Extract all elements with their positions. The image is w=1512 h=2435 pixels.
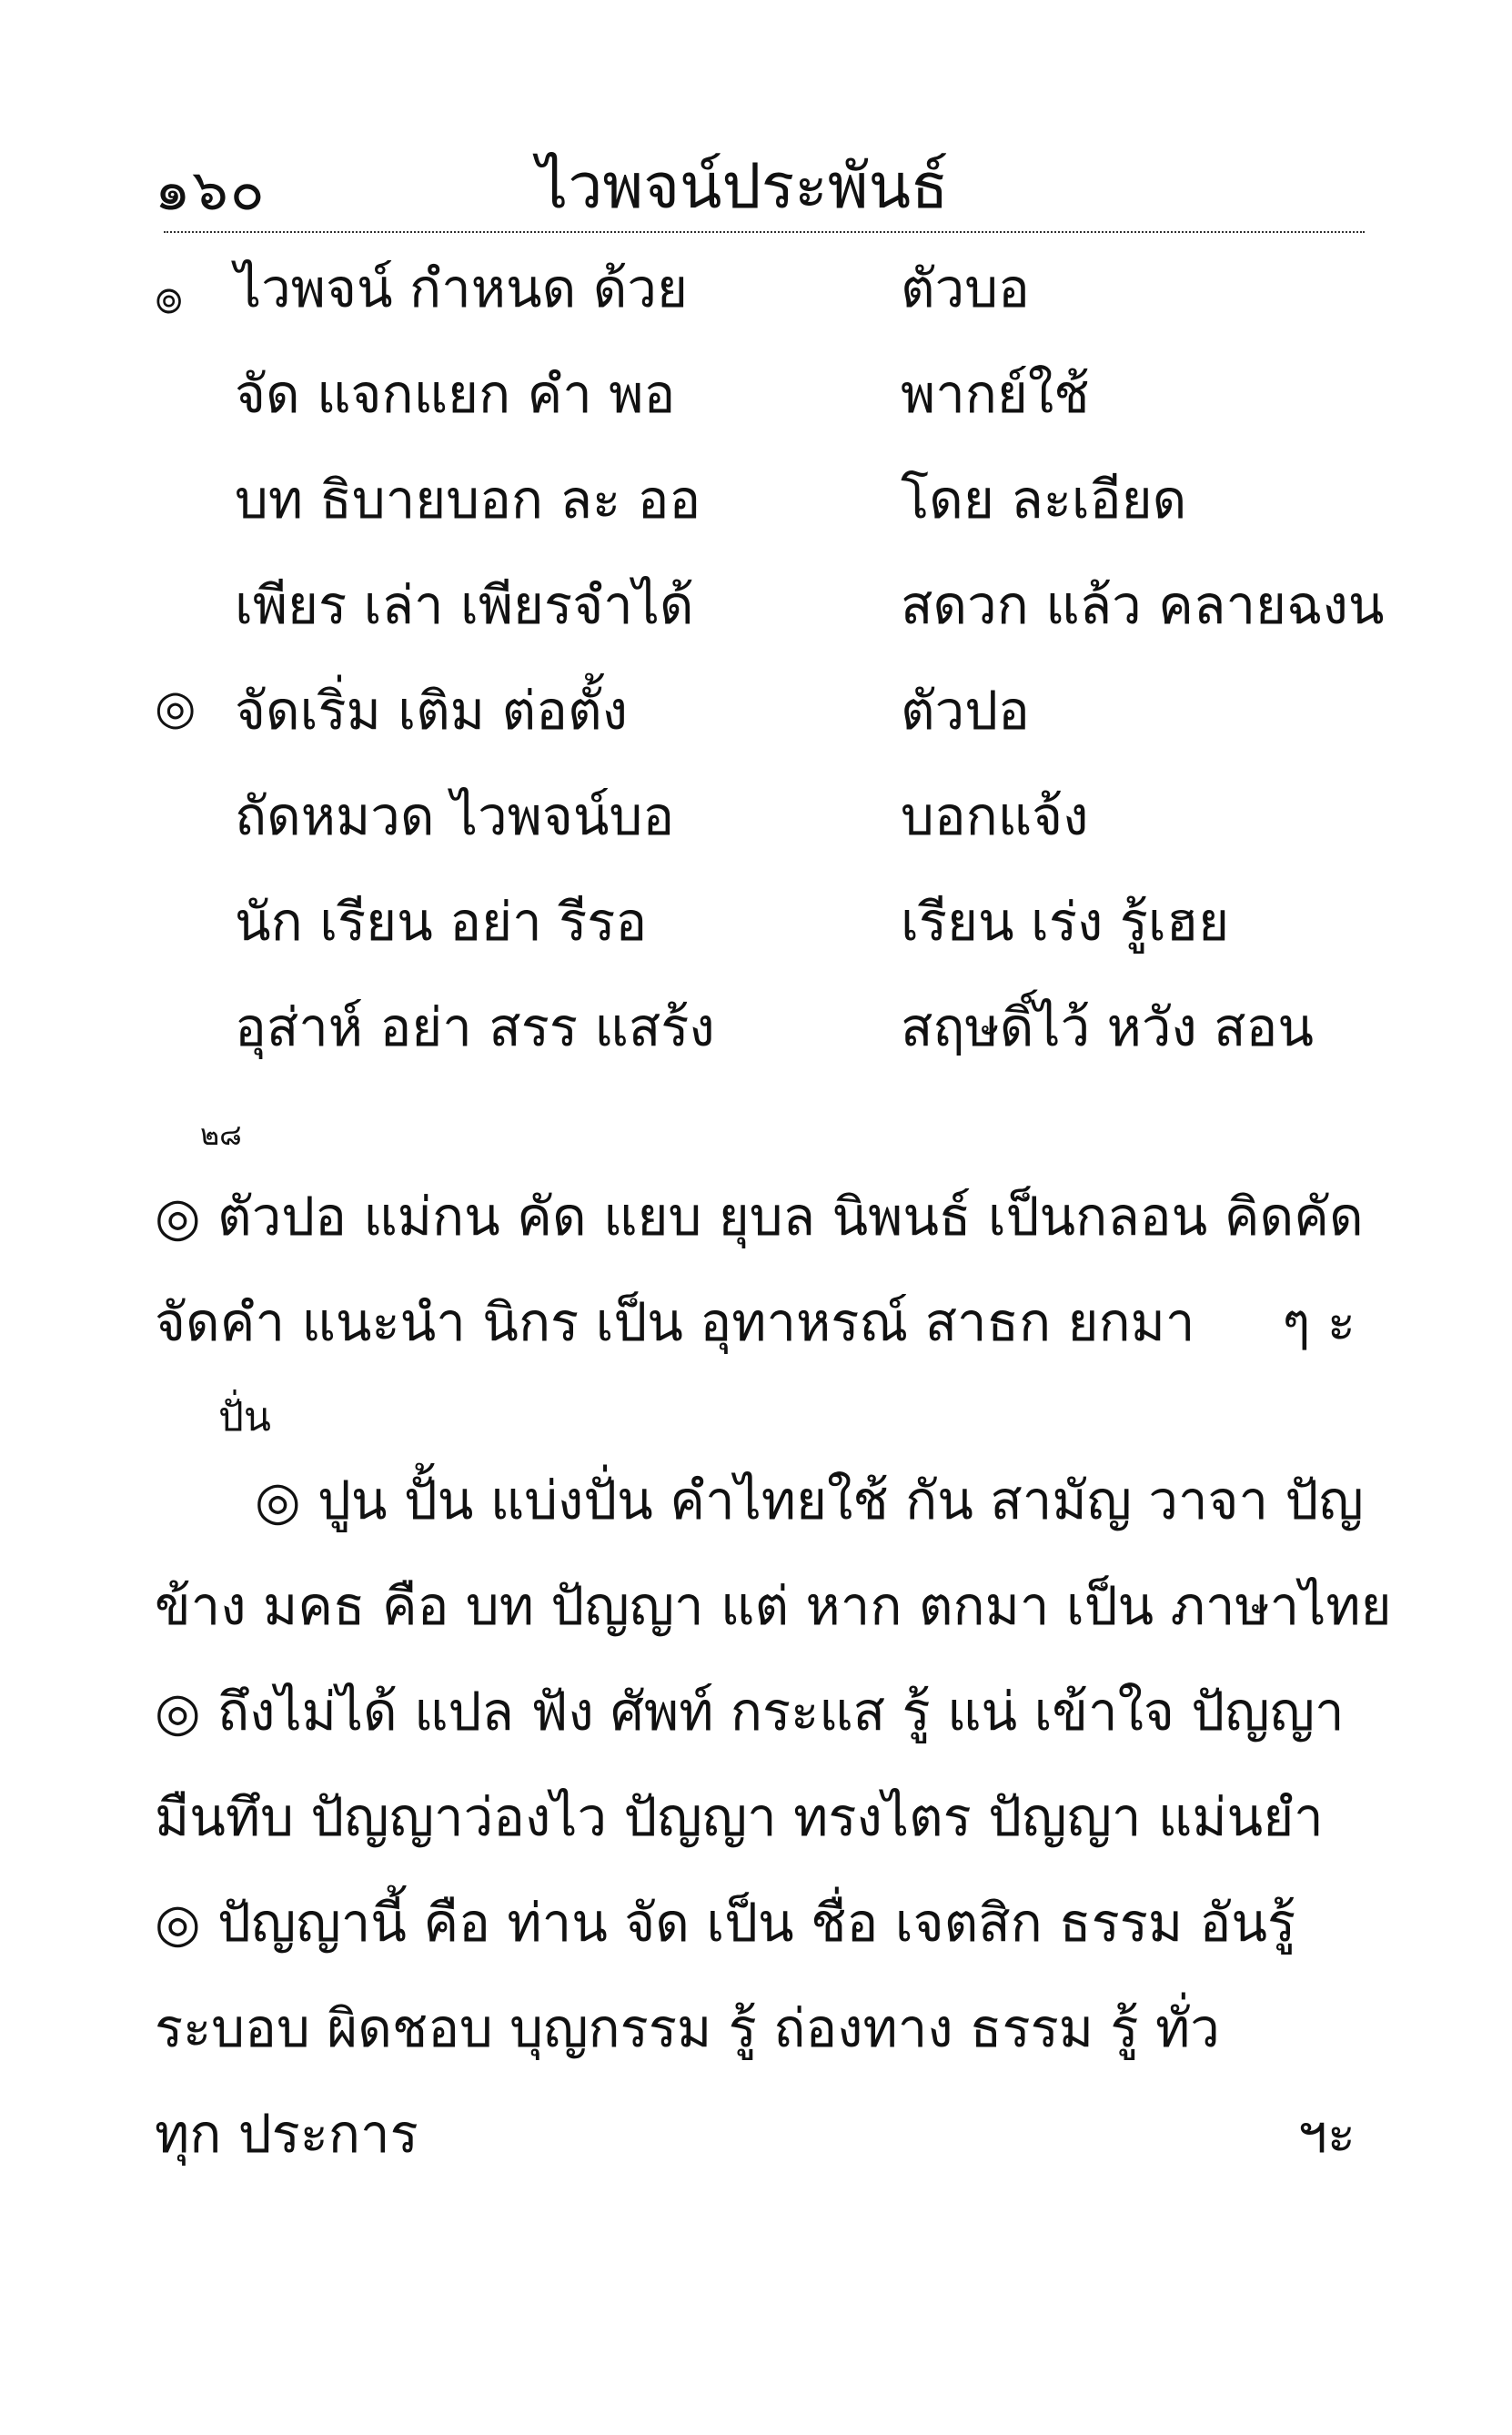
verse-line xyxy=(155,246,1392,351)
verse-first-half: ถัดหมวด ไวพจน์บอ xyxy=(235,785,675,847)
stanza-marker: ◎ xyxy=(155,681,197,735)
verse-second-half: สฤษดิ์ไว้ หวัง สอน xyxy=(901,996,1315,1058)
header-divider xyxy=(164,226,1365,233)
page-header xyxy=(155,136,1365,227)
prose-text: ◎ ตัวปอ แม่กน คัด แยบ ยุบล นิพนธ์ เป็นกลอน คิดคัด xyxy=(155,1186,1364,1248)
prose-line xyxy=(155,1279,1392,1385)
verse-stanza-2 xyxy=(155,668,1392,1090)
prose-line xyxy=(155,1880,1392,1985)
footnote-mark: ๒๘ xyxy=(200,1117,242,1152)
verse-first-half: นัก เรียน อย่า รีรอ xyxy=(235,891,648,953)
prose-text: ◎ ปูน ปั้น แบ่งปั่น คำไทยใช้ กัน สามัญ วาจา ปัญ xyxy=(255,1470,1364,1531)
book-title: ไวพจน์ประพันธ์ xyxy=(537,151,949,223)
prose-line xyxy=(155,1985,1392,2091)
verse-line xyxy=(155,879,1392,985)
verse-first-half: เพียร เล่า เพียรจำได้ xyxy=(235,574,694,636)
verse-first-half: บท ธิบายบอก ละ ออ xyxy=(235,469,701,530)
prose-text: ทุก ประการ xyxy=(155,2103,418,2165)
verse-second-half: พากย์ใช้ xyxy=(901,363,1090,425)
verse-line xyxy=(155,562,1392,668)
verse-line xyxy=(155,985,1392,1090)
verse-first-half: ไวพจน์ กำหนด ด้วย xyxy=(235,258,688,319)
prose-text: จัดคำ แนะนำ นิกร เป็น อุทาหรณ์ สาธก ยกมา xyxy=(155,1291,1195,1353)
verse-first-half: จัด แจกแยก คำ พอ xyxy=(235,363,676,425)
prose-line xyxy=(155,2091,1392,2197)
prose-line xyxy=(155,1563,1392,1669)
verse-second-half: สดวก แล้ว คลายฉงน xyxy=(901,574,1385,636)
verse-second-half: เรียน เร่ง รู้เฮย xyxy=(901,891,1230,953)
verse-first-half: จัดเริ่ม เติม ต่อตั้ง xyxy=(235,680,628,742)
verse-stanza-1 xyxy=(155,246,1392,668)
verse-second-half: ตัวปอ xyxy=(901,680,1030,742)
verse-first-half: อุส่าห์ อย่า สรร แสร้ง xyxy=(235,996,715,1058)
prose-text: มืนทึบ ปัญญาว่องไว ปัญญา ทรงไตร ปัญญา แม่นยำ xyxy=(155,1786,1324,1848)
prose-text: ข้าง มคธ คือ บท ปัญญา แต่ หาก ตกมา เป็น ภาษาไทย xyxy=(155,1575,1392,1637)
prose-text: ◎ ปัญญานี้ คือ ท่าน จัด เป็น ชื่อ เจตสิก ธรรม อันรู้ xyxy=(155,1892,1296,1954)
prose-text: ปั่น xyxy=(218,1394,272,1440)
verse-second-half: โดย ละเอียด xyxy=(901,469,1187,530)
prose-line xyxy=(155,1174,1392,1279)
prose-line xyxy=(155,1458,1392,1563)
prose-line xyxy=(155,1774,1392,1880)
stanza-marker: ๏ xyxy=(155,270,184,325)
prose-line xyxy=(155,1385,1392,1458)
verse-line xyxy=(155,351,1392,457)
verse-line xyxy=(155,668,1392,773)
verse-second-half: ตัวบอ xyxy=(901,258,1030,319)
end-mark: ๆ ะ xyxy=(1282,1291,1356,1353)
verse-line xyxy=(155,773,1392,879)
prose-line xyxy=(155,1669,1392,1774)
end-mark: ฯะ xyxy=(1297,2103,1356,2165)
verse-line xyxy=(155,457,1392,562)
prose-text: ◎ ถึงไม่ได้ แปล ฟัง ศัพท์ กระแส รู้ แน่ เข้าใจ ปัญญา xyxy=(155,1681,1345,1743)
page-number: ๑๖๐ xyxy=(155,157,267,223)
prose-section xyxy=(155,1174,1392,2197)
prose-text: ระบอบ ผิดชอบ บุญกรรม รู้ ถ่องทาง ธรรม รู้ ทั่ว xyxy=(155,1997,1220,2059)
verse-second-half: บอกแจ้ง xyxy=(901,785,1089,847)
